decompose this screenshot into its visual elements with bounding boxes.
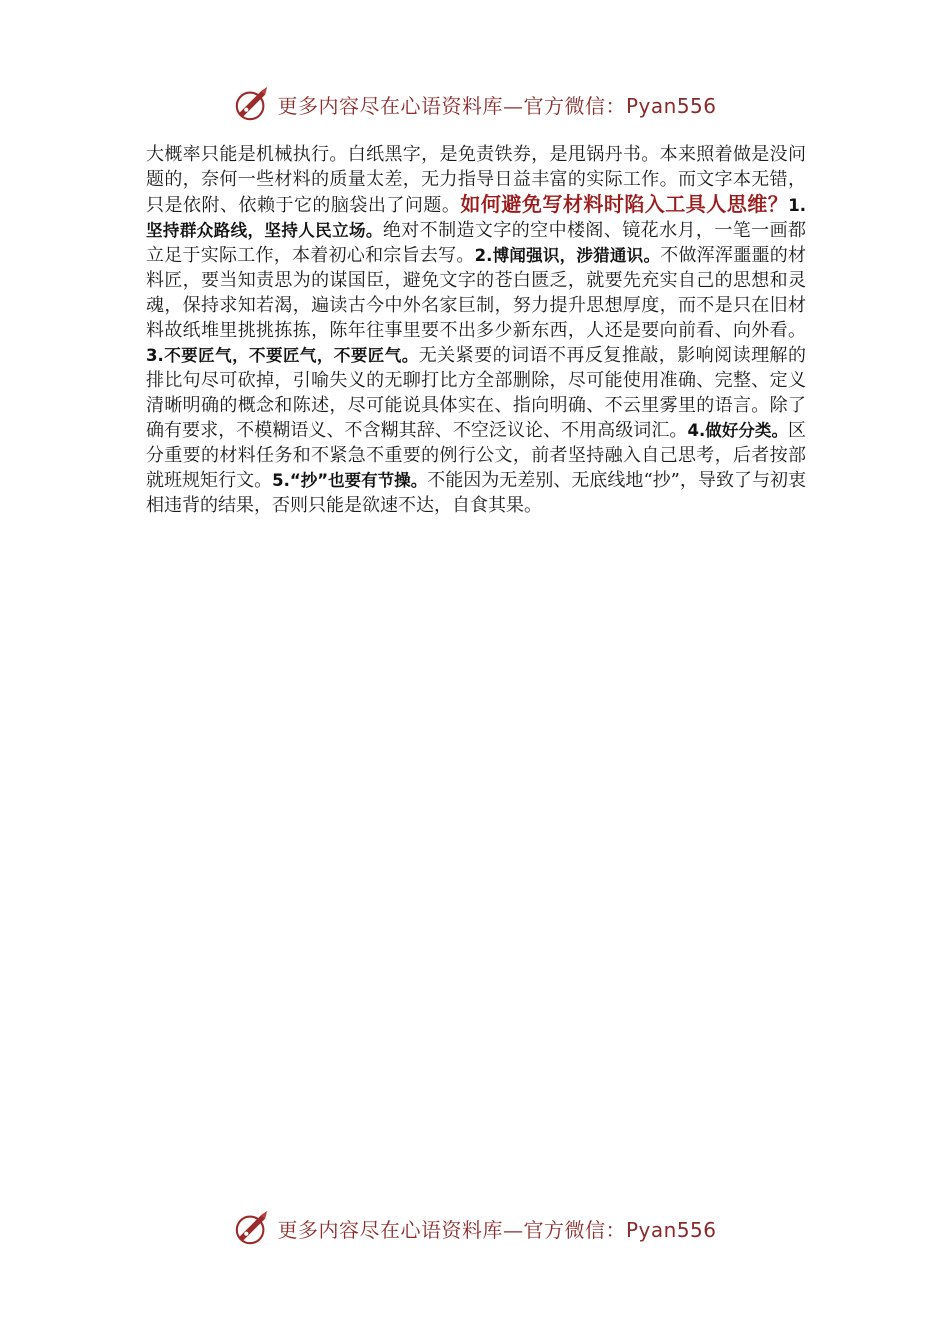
point-2-text: 不做浑浑噩噩的材料匠，要当知责思为的谋国臣，避免文字的苍白匮乏，就要先充实自己的思想和灵魂，保持求知若渴，遍读古今中外名家巨制，努力提升思想厚度，而不是只在旧材料故纸堆里挑挑拣拣，陈年往事里要不出多少新东西，人还是要向前看、向外看。 [146,245,807,341]
article-paragraph [146,142,806,518]
section-heading: 如何避免写材料时陷入工具人思维？ [460,192,789,216]
pen-circle-logo-icon [233,85,271,123]
footer-banner [0,1206,950,1250]
banner-handle: Pyan556 [625,93,717,118]
header-banner [0,82,950,126]
point-4-title: 4.做好分类。 [687,421,789,440]
point-5-text: 不能因为无差别、无底线地“抄”，导致了与初衷相违背的结果，否则只能是欲速不达，自食其果。 [146,470,807,516]
point-3-text: 无关紧要的词语不再反复推敲，影响阅读理解的排比句尽可砍掉，引喻失义的无聊打比方全部删除，尽可能使用准确、完整、定义清晰明确的概念和陈述，尽可能说具体实在、指向明确、不云里雾里的语言。除了确有要求，不模糊语义、不含糊其辞、不空泛议论、不用高级词汇。 [146,345,807,441]
point-4-text: 区分重要的材料任务和不紧急不重要的例行公文，前者坚持融入自己思考，后者按部就班规矩行文。 [146,420,807,491]
intro-text: 大概率只能是机械执行。白纸黑字，是免责铁券，是甩锅丹书。本来照着做是没问题的，奈何一些材料的质量太差，无力指导日益丰富的实际工作。而文字本无错，只是依附、依赖于它的脑袋出了问题。 [146,144,806,216]
pen-circle-logo-icon [233,1209,271,1247]
point-5-title: 5.“抄”也要有节操。 [272,471,428,490]
point-1-text: 绝对不制造文字的空中楼阁、镜花水月，一笔一画都立足于实际工作，本着初心和宗旨去写。 [146,220,807,266]
banner-handle: Pyan556 [625,1217,717,1242]
point-1-title: 1.坚持群众路线，坚持人民立场。 [146,196,807,240]
point-3-title: 3.不要匠气，不要匠气，不要匠气。 [146,346,419,365]
banner-text: 更多内容尽在心语资料库—官方微信：Pyan556 [277,1217,717,1242]
article-body [146,142,806,518]
point-2-title: 2.博闻强识，涉猎通识。 [474,246,661,265]
banner-text: 更多内容尽在心语资料库—官方微信：Pyan556 [277,93,717,118]
